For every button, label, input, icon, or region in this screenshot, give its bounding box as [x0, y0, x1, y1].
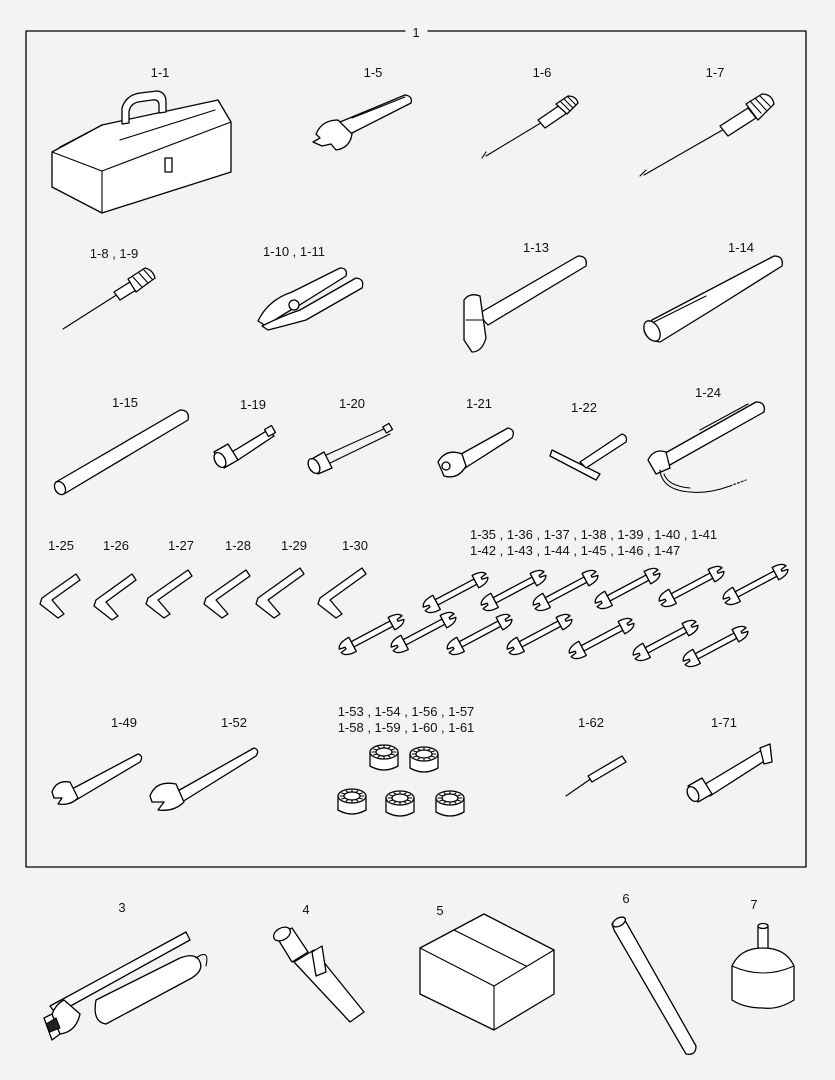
label-spanners-line1: 1-35 , 1-36 , 1-37 , 1-38 , 1-39 , 1-40 , 1-41 — [470, 527, 718, 542]
hex-key-icons — [40, 568, 366, 620]
bar-icon — [52, 410, 188, 497]
label-bar: 1-15 — [111, 395, 139, 410]
label-spanners-line2: 1-42 , 1-43 , 1-44 , 1-45 , 1-46 , 1-47 — [470, 543, 681, 558]
label-adjustable-wrench: 1-5 — [363, 65, 383, 80]
awl-icon — [63, 268, 155, 329]
label-ratchet: 1-21 — [465, 396, 493, 411]
short-extension-icon — [212, 426, 276, 470]
label-awl: 1-8 , 1-9 — [89, 246, 139, 261]
socket-icons — [338, 745, 464, 816]
group-label: 1 — [412, 25, 420, 40]
label-funnel: 7 — [750, 897, 758, 912]
label-sockets-line1: 1-53 , 1-54 , 1-56 , 1-57 — [337, 704, 475, 719]
label-single-spanner-small: 1-49 — [110, 715, 138, 730]
label-short-extension: 1-19 — [239, 397, 267, 412]
tube-icon — [640, 256, 782, 344]
single-spanner-small-icon — [52, 754, 142, 804]
double-spanner-icon — [504, 611, 574, 658]
label-socket-wrench: 1-71 — [710, 715, 738, 730]
double-spanner-icon — [566, 615, 636, 662]
label-hex-key-1: 1-25 — [47, 538, 75, 553]
toolbox-icon — [52, 91, 231, 213]
adjustable-wrench-icon — [313, 95, 411, 150]
screwdriver-large-icon — [640, 94, 774, 176]
label-screwdriver-small: 1-6 — [532, 65, 552, 80]
label-hex-key-5: 1-29 — [280, 538, 308, 553]
rod-icon — [611, 915, 696, 1054]
label-hex-key-6: 1-30 — [341, 538, 369, 553]
long-extension-icon — [306, 423, 393, 475]
label-toolbox: 1-1 — [150, 65, 170, 80]
label-filter-wrench: 1-24 — [694, 385, 722, 400]
socket-icon — [410, 747, 438, 772]
ratchet-icon — [438, 428, 513, 477]
double-spanner-icon — [720, 561, 790, 608]
socket-wrench-icon — [685, 744, 772, 803]
pin-tool-icon — [566, 756, 626, 796]
label-sockets-line2: 1-58 , 1-59 , 1-60 , 1-61 — [337, 720, 475, 735]
single-spanner-large-icon — [150, 748, 258, 810]
pliers-icon — [258, 268, 363, 330]
label-screwdriver-large: 1-7 — [705, 65, 725, 80]
label-rod: 6 — [622, 891, 630, 906]
double-spanner-icon — [656, 563, 726, 610]
label-tube: 1-14 — [727, 240, 755, 255]
label-hose-fitting: 4 — [302, 902, 310, 917]
label-hammer: 1-13 — [522, 240, 550, 255]
t-handle-icon — [550, 434, 627, 480]
label-long-extension: 1-20 — [338, 396, 366, 411]
label-pliers: 1-10 , 1-11 — [263, 244, 325, 259]
label-t-handle: 1-22 — [570, 400, 598, 415]
label-pin-tool: 1-62 — [577, 715, 605, 730]
spanner-icons — [336, 561, 790, 670]
hose-fitting-icon — [271, 924, 364, 1022]
hammer-icon — [464, 256, 586, 352]
socket-icon — [386, 791, 414, 816]
grease-gun-icon — [44, 932, 207, 1040]
socket-icon — [436, 791, 464, 816]
label-box: 5 — [436, 903, 444, 918]
double-spanner-icon — [592, 565, 662, 612]
label-grease-gun: 3 — [118, 900, 126, 915]
label-hex-key-2: 1-26 — [102, 538, 130, 553]
label-hex-key-3: 1-27 — [167, 538, 195, 553]
label-single-spanner-large: 1-52 — [220, 715, 248, 730]
screwdriver-small-icon — [482, 96, 578, 158]
funnel-icon — [732, 924, 794, 1009]
socket-icon — [370, 745, 398, 770]
box-icon — [420, 914, 554, 1030]
filter-wrench-icon — [648, 402, 764, 492]
double-spanner-icon — [420, 569, 490, 616]
socket-icon — [338, 789, 366, 814]
label-hex-key-4: 1-28 — [224, 538, 252, 553]
